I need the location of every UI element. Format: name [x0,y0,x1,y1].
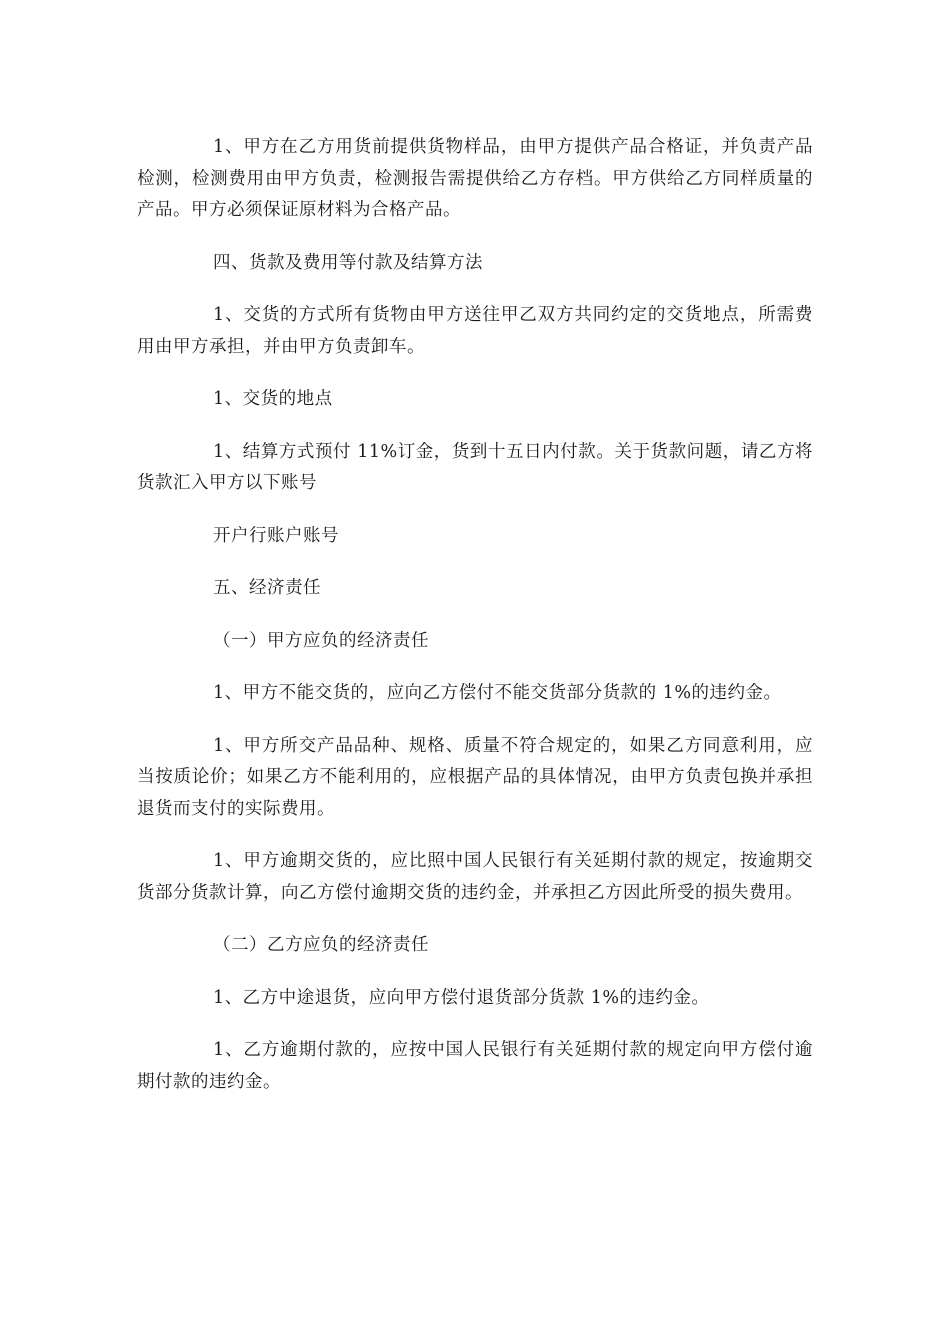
paragraph-party-a-non-delivery: 1、甲方不能交货的，应向乙方偿付不能交货部分货款的 1%的违约金。 [213,683,782,703]
subheading-party-a-liability: （一）甲方应负的经济责任 [213,630,429,651]
paragraph-delivery-location: 1、交货的地点 [213,389,333,409]
subheading-party-b-liability: （二）乙方应负的经济责任 [213,935,429,955]
paragraph-party-b-return: 1、乙方中途退货，应向甲方偿付退货部分货款 1%的违约金。 [213,987,710,1008]
paragraph-party-a-late-delivery: 1、甲方逾期交货的，应比照中国人民银行有关延期付款的规定，按逾期交货部分货款计算，向乙方偿付逾期交货的违约金，并承担乙方因此所受的损失费用。 [137,851,813,903]
paragraph-delivery-method: 1、交货的方式所有货物由甲方送往甲乙双方共同约定的交货地点，所需费用由甲方承担，并由甲方负责卸车。 [137,305,813,357]
paragraph-bank-account: 开户行账户账号 [213,525,339,546]
paragraph-settlement-method: 1、结算方式预付 11%订金，货到十五日内付款。关于货款问题，请乙方将货款汇入甲方以下账号 [137,441,813,493]
section-heading-liability: 五、经济责任 [213,578,321,598]
document-body [137,132,813,1119]
paragraph-quality-inspection: 1、甲方在乙方用货前提供货物样品，由甲方提供产品合格证，并负责产品检测，检测费用由甲方负责，检测报告需提供给乙方存档。甲方供给乙方同样质量的产品。甲方必须保证原材料为合格产品。 [137,137,813,220]
section-heading-payment: 四、货款及费用等付款及结算方法 [213,252,483,273]
paragraph-party-a-nonconforming: 1、甲方所交产品品种、规格、质量不符合规定的，如果乙方同意利用，应当按质论价；如果乙方不能利用的，应根据产品的具体情况，由甲方负责包换并承担退货而支付的实际费用。 [137,735,813,819]
paragraph-party-b-late-payment: 1、乙方逾期付款的，应按中国人民银行有关延期付款的规定向甲方偿付逾期付款的违约金。 [137,1040,813,1092]
